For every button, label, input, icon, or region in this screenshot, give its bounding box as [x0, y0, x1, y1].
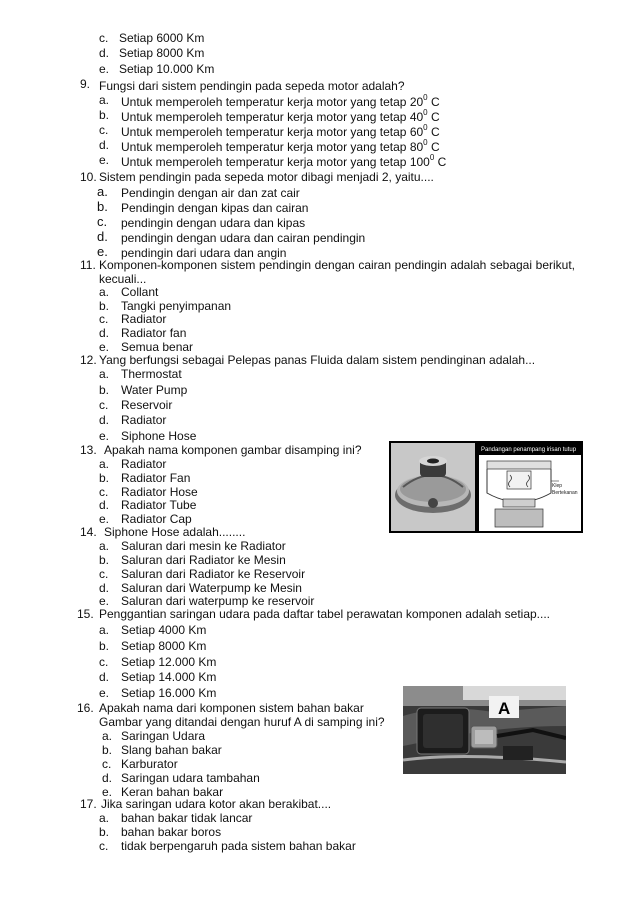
option-text: bahan bakar boros — [121, 825, 222, 839]
option-text: Radiator — [121, 457, 167, 471]
option-text: Saluran dari Radiator ke Reservoir — [121, 567, 306, 581]
option-text: Saringan udara tambahan — [121, 771, 260, 785]
option-letter: c. — [99, 398, 109, 412]
option-letter: e. — [97, 244, 108, 259]
option-unit: C — [430, 125, 440, 139]
option-letter: b. — [99, 108, 110, 122]
option-letter: b. — [99, 553, 110, 567]
option-letter: e. — [99, 340, 110, 354]
option-text: Untuk memperoleh temperatur kerja motor yang tetap — [121, 110, 407, 124]
question-number: 13. — [80, 443, 97, 457]
option-letter: a. — [99, 367, 110, 381]
option-letter: e. — [99, 62, 110, 76]
option-letter: b. — [99, 825, 110, 839]
option-text: Saringan Udara — [121, 729, 206, 743]
option-text: Setiap 10.000 Km — [119, 62, 215, 76]
option-unit: C — [430, 140, 440, 154]
option-text: Setiap 14.000 Km — [121, 670, 217, 684]
option-text: Collant — [121, 285, 159, 299]
option-text: Untuk memperoleh temperatur kerja motor yang tetap — [121, 155, 407, 169]
question-text: Penggantian saringan udara pada daftar tabel perawatan komponen adalah setiap.... — [99, 607, 550, 621]
question-number: 17. — [80, 797, 97, 811]
option-value: 100 — [409, 155, 430, 169]
option-letter: c. — [99, 312, 109, 326]
option-text: pendingin dengan udara dan cairan pendingin — [121, 231, 366, 245]
option-text: Semua benar — [121, 340, 194, 354]
option-text: Reservoir — [121, 398, 173, 412]
option-text: Pendingin dengan kipas dan cairan — [121, 201, 309, 215]
option-unit: C — [430, 110, 440, 124]
question-text: Sistem pendingin pada sepeda motor dibagi menjadi 2, yaitu.... — [99, 170, 434, 184]
option-letter: e. — [99, 153, 110, 167]
question-number: 14. — [80, 525, 97, 539]
option-row — [121, 155, 446, 169]
option-letter: d. — [99, 46, 110, 60]
option-letter: d. — [97, 229, 108, 244]
option-row — [121, 110, 440, 124]
option-unit: C — [437, 155, 447, 169]
degree-superscript: 0 — [423, 93, 428, 102]
option-letter: a. — [99, 457, 110, 471]
question-number: 12. — [80, 353, 97, 367]
option-text: Setiap 8000 Km — [121, 639, 207, 653]
option-letter: c. — [97, 214, 108, 229]
option-text: Radiator Cap — [121, 512, 192, 526]
figure-caption: Pandangan penampang irisan tutup — [481, 447, 577, 453]
option-letter: d. — [99, 670, 110, 684]
option-letter: e. — [99, 512, 110, 526]
option-letter: e. — [99, 686, 110, 700]
figure-marker: A — [498, 699, 511, 718]
question-text: Yang berfungsi sebagai Pelepas panas Fluida dalam sistem pendinginan adalah... — [99, 353, 536, 367]
option-letter: d. — [99, 498, 110, 512]
option-text: Untuk memperoleh temperatur kerja motor yang tetap — [121, 95, 407, 109]
question-text: Fungsi dari sistem pendingin pada sepeda motor adalah? — [99, 79, 405, 93]
option-text: Slang bahan bakar — [121, 743, 222, 757]
option-text: Radiator — [121, 413, 167, 427]
option-text: Setiap 6000 Km — [119, 31, 205, 45]
degree-superscript: 0 — [423, 123, 428, 132]
option-text: Saluran dari mesin ke Radiator — [121, 539, 286, 553]
question-text: Komponen-komponen sistem pendingin dengan cairan pendingin adalah sebagai berikut, kecuali... — [99, 258, 575, 286]
question-text: Apakah nama dari komponen sistem bahan bakar — [99, 701, 364, 715]
option-letter: d. — [99, 581, 110, 595]
option-letter: a. — [99, 539, 110, 553]
option-unit: C — [430, 95, 440, 109]
option-text: Radiator Hose — [121, 485, 198, 499]
option-letter: a. — [99, 93, 110, 107]
option-row — [121, 95, 440, 109]
question-text: Apakah nama komponen gambar disamping ini? — [104, 443, 362, 457]
option-text: Water Pump — [121, 383, 188, 397]
option-letter: c. — [99, 567, 109, 581]
option-text: Radiator Fan — [121, 471, 191, 485]
option-text: Keran bahan bakar — [121, 785, 224, 799]
option-letter: c. — [99, 485, 109, 499]
figure-label: Bertekanan — [552, 490, 578, 496]
option-letter: b. — [102, 743, 113, 757]
option-letter: d. — [99, 326, 110, 340]
degree-superscript: 0 — [423, 138, 428, 147]
option-text: Saluran dari Radiator ke Mesin — [121, 553, 286, 567]
option-text: Pendingin dengan air dan zat cair — [121, 186, 300, 200]
option-text: Setiap 12.000 Km — [121, 655, 217, 669]
option-text: Untuk memperoleh temperatur kerja motor yang tetap — [121, 140, 407, 154]
option-row — [121, 125, 440, 139]
option-value: 80 — [409, 140, 424, 154]
option-letter: d. — [99, 413, 110, 427]
option-letter: b. — [99, 299, 110, 313]
option-letter: c. — [99, 123, 109, 137]
option-letter: a. — [99, 623, 110, 637]
option-letter: d. — [102, 771, 113, 785]
option-text: Siphone Hose — [121, 429, 197, 443]
option-text: Setiap 16.000 Km — [121, 686, 217, 700]
question-text: Siphone Hose adalah........ — [104, 525, 246, 539]
option-letter: b. — [97, 199, 108, 214]
option-letter: e. — [102, 785, 113, 799]
question-number: 15. — [77, 607, 94, 621]
figure-label: Klep — [552, 483, 563, 489]
option-text: Tangki penyimpanan — [121, 299, 232, 313]
option-value: 60 — [409, 125, 424, 139]
fuel-system-illustration — [403, 686, 566, 774]
option-letter: a. — [97, 184, 108, 199]
option-letter: c. — [99, 839, 109, 853]
question-text-line2: Gambar yang ditandai dengan huruf A di samping ini? — [99, 715, 385, 729]
radiator-cap-figure — [389, 441, 583, 533]
option-text: Radiator — [121, 312, 167, 326]
option-text: Setiap 8000 Km — [119, 46, 205, 60]
option-row — [121, 140, 440, 154]
option-value: 40 — [409, 110, 424, 124]
option-text: Karburator — [121, 757, 178, 771]
option-text: Radiator fan — [121, 326, 187, 340]
option-text: Setiap 4000 Km — [121, 623, 207, 637]
question-number: 16. — [77, 701, 94, 715]
option-letter: a. — [102, 729, 113, 743]
option-text: Saluran dari waterpump ke reservoir — [121, 594, 315, 608]
option-letter: b. — [99, 639, 110, 653]
question-number: 11. — [80, 258, 96, 272]
fuel-system-photo — [403, 686, 566, 774]
option-letter: e. — [99, 429, 110, 443]
option-letter: a. — [99, 285, 110, 299]
option-text: Saluran dari Waterpump ke Mesin — [121, 581, 302, 595]
degree-superscript: 0 — [429, 153, 435, 162]
option-letter: c. — [102, 757, 112, 771]
option-text: pendingin dari udara dan angin — [121, 246, 287, 260]
option-letter: b. — [99, 471, 110, 485]
option-letter: c. — [99, 655, 109, 669]
option-text: Thermostat — [121, 367, 182, 381]
radiator-cap-illustration — [389, 441, 583, 533]
option-text: pendingin dengan udara dan kipas — [121, 216, 306, 230]
option-text: Untuk memperoleh temperatur kerja motor yang tetap — [121, 125, 407, 139]
option-text: bahan bakar tidak lancar — [121, 811, 253, 825]
degree-superscript: 0 — [423, 108, 428, 117]
option-letter: e. — [99, 594, 110, 608]
option-value: 20 — [409, 95, 424, 109]
option-text: tidak berpengaruh pada sistem bahan bakar — [121, 839, 356, 853]
question-text: Jika saringan udara kotor akan berakibat.... — [101, 797, 332, 811]
question-number: 10. — [80, 170, 97, 184]
option-letter: b. — [99, 383, 110, 397]
option-letter: a. — [99, 811, 110, 825]
option-letter: d. — [99, 138, 110, 152]
question-number: 9. — [80, 77, 91, 91]
option-text: Radiator Tube — [121, 498, 197, 512]
option-letter: c. — [99, 31, 109, 45]
